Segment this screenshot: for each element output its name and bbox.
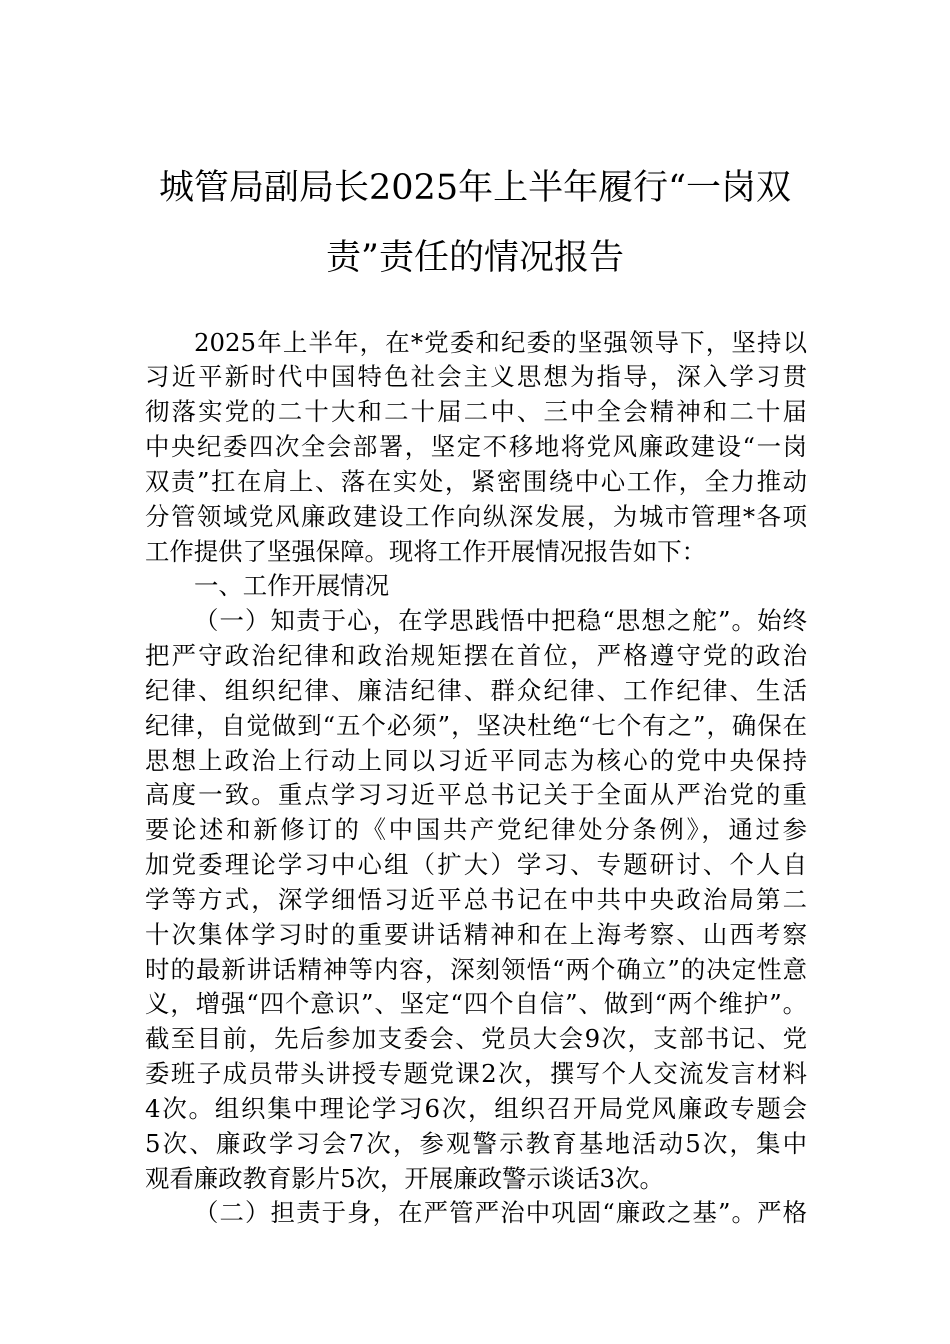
section-heading: 一、工作开展情况 [194,571,390,600]
body-line: 十次集体学习时的重要讲话精神和在上海考察、山西考察 [145,920,807,949]
body-line: （二）担责于身，在严管严治中巩固“廉政之基”。严格 [194,1198,807,1227]
body-line: 观看廉政教育影片5次，开展廉政警示谈话3次。 [145,1164,664,1193]
body-line: 义，增强“四个意识”、坚定“四个自信”、做到“两个维护”。 [145,989,807,1018]
body-line: 思想上政治上行动上同以习近平同志为核心的党中央保持 [145,746,807,775]
body-line: 要论述和新修订的《中国共产党纪律处分条例》，通过参 [145,815,807,844]
body-line: 截至目前，先后参加支委会、党员大会9次，支部书记、党 [145,1024,807,1053]
document-title-line-2: 责”责任的情况报告 [326,238,624,278]
body-line: 把严守政治纪律和政治规矩摆在首位，严格遵守党的政治 [145,641,807,670]
body-line: 工作提供了坚强保障。现将工作开展情况报告如下： [145,537,706,566]
body-line: 委班子成员带头讲授专题党课2次，撰写个人交流发言材料 [145,1059,807,1088]
body-line: 彻落实党的二十大和二十届二中、三中全会精神和二十届 [145,397,807,426]
body-line: 4次。组织集中理论学习6次，组织召开局党风廉政专题会 [145,1094,807,1123]
document-title-line-1: 城管局副局长2025年上半年履行“一岗双 [159,168,791,208]
body-line: 加党委理论学习中心组（扩大）学习、专题研讨、个人自 [145,850,807,879]
body-line: 5次、廉政学习会7次，参观警示教育基地活动5次，集中 [145,1129,807,1158]
body-line: 2025年上半年，在*党委和纪委的坚强领导下，坚持以 [194,328,807,357]
body-line: 分管领域党风廉政建设工作向纵深发展，为城市管理*各项 [145,502,807,531]
body-line: 双责”扛在肩上、落在实处，紧密围绕中心工作，全力推动 [145,467,807,496]
body-line: 高度一致。重点学习习近平总书记关于全面从严治党的重 [145,780,807,809]
body-line: 学等方式，深学细悟习近平总书记在中共中央政治局第二 [145,885,807,914]
body-line: 习近平新时代中国特色社会主义思想为指导，深入学习贯 [145,362,807,391]
body-line: 纪律，自觉做到“五个必须”，坚决杜绝“七个有之”，确保在 [145,711,807,740]
body-line: （一）知责于心，在学思践悟中把稳“思想之舵”。始终 [194,606,807,635]
body-line: 纪律、组织纪律、廉洁纪律、群众纪律、工作纪律、生活 [145,676,807,705]
body-line: 中央纪委四次全会部署，坚定不移地将党风廉政建设“一岗 [145,432,807,461]
body-line: 时的最新讲话精神等内容，深刻领悟“两个确立”的决定性意 [145,955,807,984]
